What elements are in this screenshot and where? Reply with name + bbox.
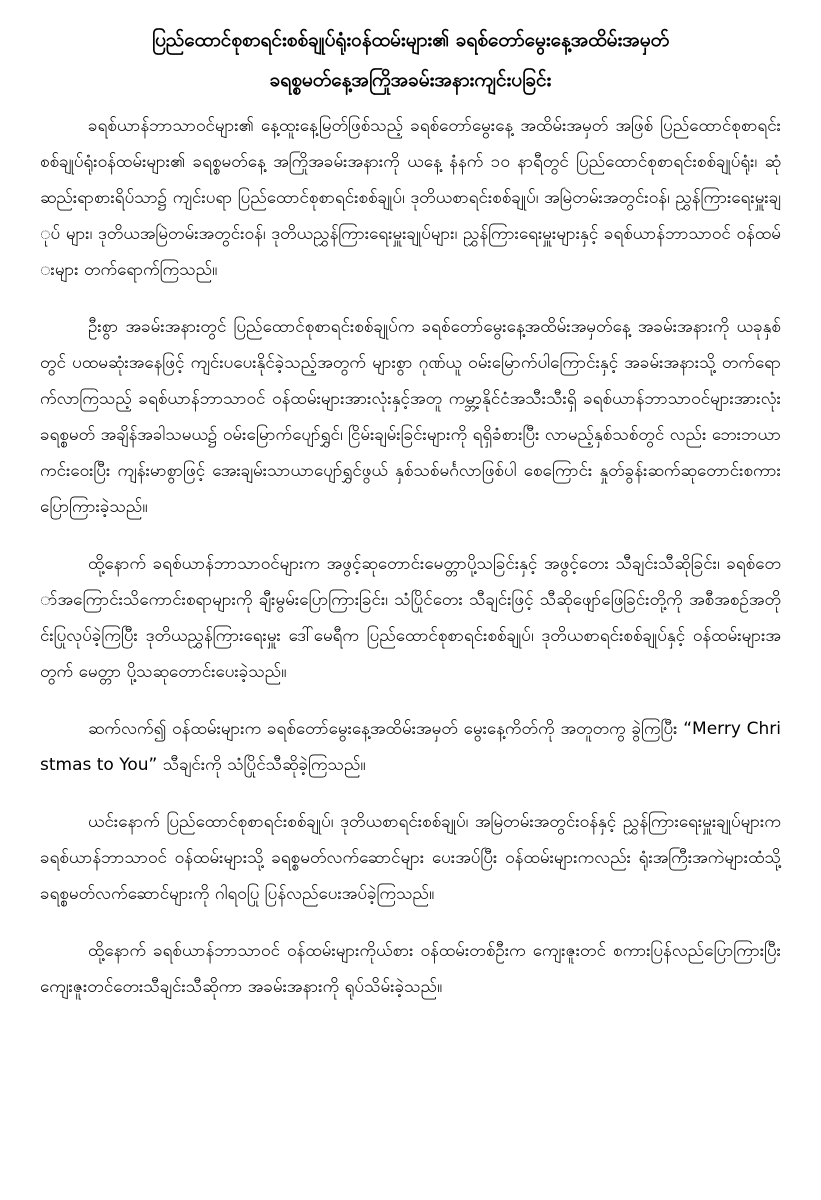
title-line-1: ပြည်ထောင်စုစာရင်းစစ်ချုပ်ရုံးဝန်ထမ်းများ၏ ခရစ်တော်မွေးနေ့အထိမ်းအမှတ် <box>151 29 670 51</box>
paragraph-1: ခရစ်ယာန်ဘာသာဝင်များ၏ နေ့ထူးနေ့မြတ်ဖြစ်သည့် ခရစ်တော်မွေးနေ့ အထိမ်းအမှတ် အဖြစ် ပြည်ထောင်စုစာရင်းစစ်ချုပ်ရုံးဝန်ထမ်းများ၏ ခရစ္စမတ်နေ့ အကြိုအခမ်းအနားကို ယနေ့ နံနက် ၁၀ နာရီတွင် ပြည်ထောင်စုစာရင်းစစ်ချုပ်ရုံး၊ ဆုံဆည်းရာစားရိပ်သာ၌ ကျင်းပရာ ပြည်ထောင်စုစာရင်းစစ်ချုပ်၊ ဒုတိယစာရင်းစစ်ချုပ်၊ အမြဲတမ်းအတွင်းဝန်၊ ညွှန်ကြားရေးမှူးချုပ် များ၊ ဒုတိယအမြဲတမ်းအတွင်းဝန်၊ ဒုတိယညွှန်ကြားရေးမှူးချုပ်များ၊ ညွှန်ကြားရေးမှူးများနှင့် ခရစ်ယာန်ဘာသာဝင် ဝန်ထမ်းများ တက်ရောက်ကြသည်။ <box>40 116 781 280</box>
paragraph-6: ထို့နောက် ခရစ်ယာန်ဘာသာဝင် ဝန်ထမ်းများကိုယ်စား ဝန်ထမ်းတစ်ဦးက ကျေးဇူးတင် စကားပြန်လည်ပြောကြားပြီး ကျေးဇူးတင်တေးသီချင်းသီဆိုကာ အခမ်းအနားကို ရုပ်သိမ်းခဲ့သည်။ <box>40 941 781 997</box>
title-line-2: ခရစ္စမတ်နေ့အကြိုအခမ်းအနားကျင်းပခြင်း <box>269 69 552 91</box>
document-body <box>40 108 781 1005</box>
paragraph-3: ထို့နောက် ခရစ်ယာန်ဘာသာဝင်များက အဖွင့်ဆုတောင်းမေတ္တာပို့သခြင်းနှင့် အဖွင့်တေး သီချင်းသီဆိုခြင်း၊ ခရစ်တော်အကြောင်းသိကောင်းစရာများကို ချီးမွမ်းပြောကြားခြင်း၊ သံပြိုင်တေး သီချင်းဖြင့် သီဆိုဖျော်ဖြေခြင်းတို့ကို အစီအစဉ်အတိုင်းပြုလုပ်ခဲ့ကြပြီး ဒုတိယညွှန်ကြားရေးမှူး ဒေါ်မေရီက ပြည်ထောင်စုစာရင်းစစ်ချုပ်၊ ဒုတိယစာရင်းစစ်ချုပ်နှင့် ဝန်ထမ်းများအတွက် မေတ္တာ ပို့သဆုတောင်းပေးခဲ့သည်။ <box>40 554 781 682</box>
document-title <box>40 20 781 100</box>
paragraph-4: ဆက်လက်၍ ဝန်ထမ်းများက ခရစ်တော်မွေးနေ့အထိမ်းအမှတ် မွေးနေ့ကိတ်ကို အတူတကွ ခွဲကြပြီး “Merry Christmas to You” သီချင်းကို သံပြိုင်သီဆိုခဲ့ကြသည်။ <box>40 719 781 775</box>
paragraph-5: ယင်းနောက် ပြည်ထောင်စုစာရင်းစစ်ချုပ်၊ ဒုတိယစာရင်းစစ်ချုပ်၊ အမြဲတမ်းအတွင်းဝန်နှင့် ညွှန်ကြားရေးမှူးချုပ်များက ခရစ်ယာန်ဘာသာဝင် ဝန်ထမ်းများသို့ ခရစ္စမတ်လက်ဆောင်များ ပေးအပ်ပြီး ဝန်ထမ်းများကလည်း ရုံးအကြီးအကဲများထံသို့ ခရစ္စမတ်လက်ဆောင်များကို ဂါရဝပြု ပြန်လည်ပေးအပ်ခဲ့ကြသည်။ <box>40 812 781 904</box>
paragraph-2: ဦးစွာ အခမ်းအနားတွင် ပြည်ထောင်စုစာရင်းစစ်ချုပ်က ခရစ်တော်မွေးနေ့အထိမ်းအမှတ်နေ့ အခမ်းအနားကို ယခုနှစ်တွင် ပထမဆုံးအနေဖြင့် ကျင်းပပေးနိုင်ခဲ့သည့်အတွက် များစွာ ဂုဏ်ယူ ဝမ်းမြောက်ပါကြောင်းနှင့် အခမ်းအနားသို့ တက်ရောက်လာကြသည့် ခရစ်ယာန်ဘာသာဝင် ဝန်ထမ်းများအားလုံးနှင့်အတူ ကမ္ဘာ့နိုင်ငံအသီးသီးရှိ ခရစ်ယာန်ဘာသာဝင်များအားလုံး ခရစ္စမတ် အချိန်အခါသမယ၌ ဝမ်းမြောက်ပျော်ရွှင်၊ ငြိမ်းချမ်းခြင်းများကို ရရှိခံစားပြီး လာမည့်နှစ်သစ်တွင် လည်း ဘေးဘယာကင်းဝေးပြီး ကျန်းမာစွာဖြင့် အေးချမ်းသာယာပျော်ရွှင်ဖွယ် နှစ်သစ်မင်္ဂလာဖြစ်ပါ စေကြောင်း နှုတ်ခွန်းဆက်ဆုတောင်းစကား ပြောကြားခဲ့သည်။ <box>40 317 781 517</box>
